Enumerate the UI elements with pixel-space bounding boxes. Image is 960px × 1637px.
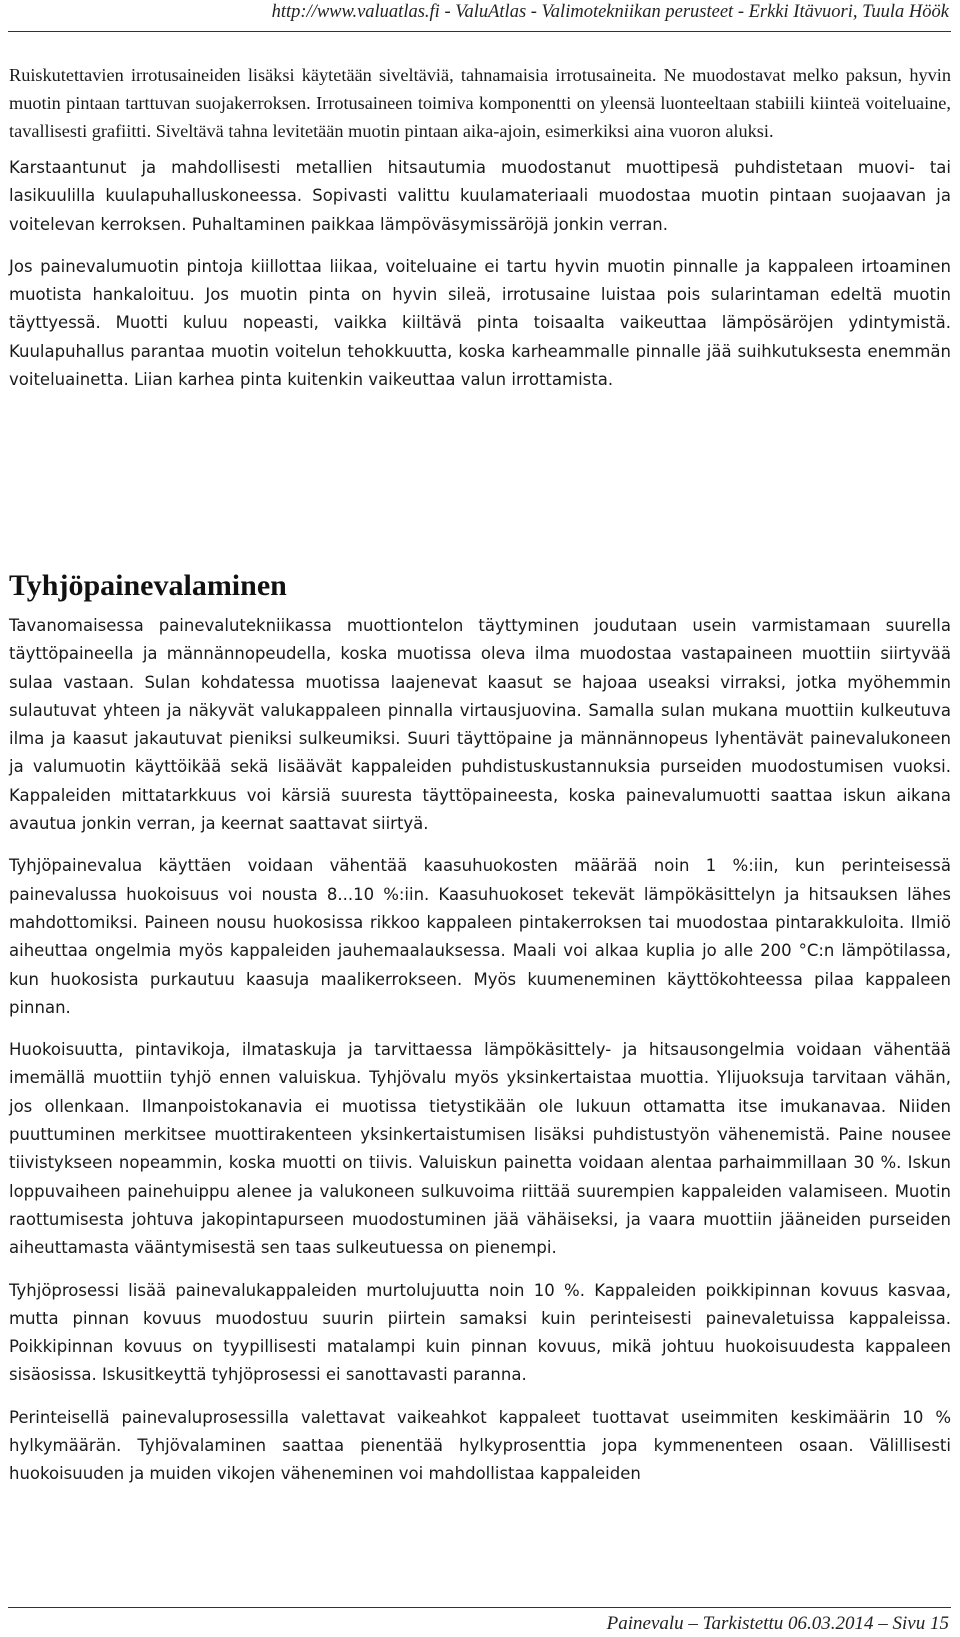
intro-content	[9, 61, 951, 408]
intro-paragraph-2: Karstaantunut ja mahdollisesti metallien hitsautumia muodostanut muottipesä puhdistetaan muovi- tai lasikuulilla kuulapuhalluskoneessa. Sopivasti valittu kuulamateriaali muodostaa muotin pintaan suojaavan ja voitelevan kerroksen. Puhaltaminen paikkaa lämpöväsymissäröjä jonkin verran.	[9, 158, 951, 234]
intro-paragraph-3: Jos painevalumuotin pintoja kiillottaa liikaa, voiteluaine ei tartu hyvin muotin pinnalle ja kappaleen irtoaminen muotista hankaloituu. Jos muotin pinta on hyvin sileä, irrotusaine luistaa pois sularintaman edeltä muotin täyttyessä. Muotti kuluu nopeasti, vaikka kiiltävä pinta toisaalta vaikeuttaa lämpösäröjen ydintymistä. Kuulapuhallus parantaa muotin voitelun tehokkuutta, koska karheammalle pinnalle jää suihkutuksesta enemmän voiteluainetta. Liian karhea pinta kuitenkin vaikeuttaa valun irrottamista.	[9, 256, 951, 390]
page-header: http://www.valuatlas.fi - ValuAtlas - Valimotekniikan perusteet - Erkki Itävuori, Tuula Höök	[271, 2, 949, 22]
footer-divider	[8, 1607, 951, 1608]
section-body	[9, 612, 951, 1503]
section-paragraph-4: Tyhjöprosessi lisää painevalukappaleiden murtolujuutta noin 10 %. Kappaleiden poikkipinnan kovuus kasvaa, mutta pinnan kovuus muodostuu suurin piirtein samaksi kuin perinteisesti painevaletuissa kappaleissa. Poikkipinnan kovuus on tyypillisesti matalampi kuin pinnan kovuus, mikä johtuu huokoisuudesta kappaleen sisäosissa. Iskusitkeyttä tyhjöprosessi ei sanottavasti paranna.	[9, 1280, 951, 1385]
intro-paragraph-1: Ruiskutettavien irrotusaineiden lisäksi käytetään siveltäviä, tahnamaisia irrotusaineita. Ne muodostavat melko paksun, hyvin muotin pintaan tarttuvan suojakerroksen. Irrotusaineen toimiva komponentti on yleensä luonteeltaan stabiili kiinteä voiteluaine, tavallisesti grafiitti. Siveltävä tahna levitetään muotin pintaan aika-ajoin, esimerkiksi aina vuoron aluksi.	[9, 65, 951, 141]
section-paragraph-3: Huokoisuutta, pintavikoja, ilmataskuja ja tarvittaessa lämpökäsittely- ja hitsausongelmia voidaan vähentää imemällä muottiin tyhjö ennen valuiskua. Tyhjövalu myös yksinkertaistaa muottia. Ylijuoksuja tarvitaan vähän, jos ollenkaan. Ilmanpoistokanavia ei muotissa tietystikään ole lukuun ottamatta itse imukanavaa. Niiden puuttuminen merkitsee muottirakenteen yksinkertaistumisen lisäksi puhdistustyön vähenemistä. Paine nousee tiivistykseen nopeammin, koska muotti on tiivis. Valuiskun painetta voidaan alentaa parhaimmillaan 30 %. Iskun loppuvaiheen painehuippu alenee ja valukoneen sulkuvoima riittää suurempien kappaleiden valamiseen. Muotin raottumisesta johtuva jakopintapurseen muodostuminen jää vähäiseksi, ja vaara muottiin jääneiden purseiden aiheuttamasta vääntymisestä sen taas sulkeutuessa on pienempi.	[9, 1040, 951, 1258]
section-paragraph-2: Tyhjöpainevalua käyttäen voidaan vähentää kaasuhuokosten määrää noin 1 %:iin, kun perinteisessä painevalussa huokoisuus voi nousta 8...10 %:iin. Kaasuhuokoset tekevät lämpökäsittelyn ja hitsauksen lähes mahdottomiksi. Paineen nousu huokosissa rikkoo kappaleen pintakerroksen tai muodostaa pintarakkuloita. Ilmiö aiheuttaa ongelmia myös kappaleiden jauhemaalauksessa. Maali voi alkaa kuplia jo alle 200 °C:n lämpötilassa, kun huokosista purkautuu kaasuja maalikerrokseen. Myös kuumeneminen käyttökohteessa pilaa kappaleen pinnan.	[9, 856, 951, 1017]
section-title: Tyhjöpainevalaminen	[9, 569, 287, 602]
section-paragraph-1: Tavanomaisessa painevalutekniikassa muottiontelon täyttyminen joudutaan usein varmistamaan suurella täyttöpaineella ja männännopeudella, koska muotissa oleva ilma muodostaa vastapaineen muottiin siirtyvää sulaa vastaan. Sulan kohdatessa muotissa laajenevat kaasut se hajoaa useaksi virraksi, jotka myöhemmin sulautuvat yhteen ja näkyvät valukappaleen pinnalla virtausjuovina. Samalla sulan mukana muottiin kulkeutuva ilma ja kaasut jakautuvat pieniksi sulkeumiksi. Suuri täyttöpaine ja männännopeus lyhentävät painevalukoneen ja valumuotin käyttöikää sekä lisäävät kappaleiden puhdistuskustannuksia purseiden muodostumisen vuoksi. Kappaleiden mittatarkkuus voi kärsiä suuresta täyttöpaineesta, koska painevalumuotti saattaa iskun aikana avautua jonkin verran, ja keernat saattavat siirtyä.	[9, 616, 951, 834]
page-footer: Painevalu – Tarkistettu 06.03.2014 – Sivu 15	[606, 1613, 949, 1634]
header-divider	[8, 31, 951, 32]
section-paragraph-5: Perinteisellä painevaluprosessilla valettavat vaikeahkot kappaleet tuottavat useimmiten keskimäärin 10 % hylkymäärän. Tyhjövalaminen saattaa pienentää hylkyprosenttia jopa kymmenenteen osaan. Välillisesti huokoisuuden ja muiden vikojen väheneminen voi mahdollistaa kappaleiden	[9, 1407, 951, 1484]
